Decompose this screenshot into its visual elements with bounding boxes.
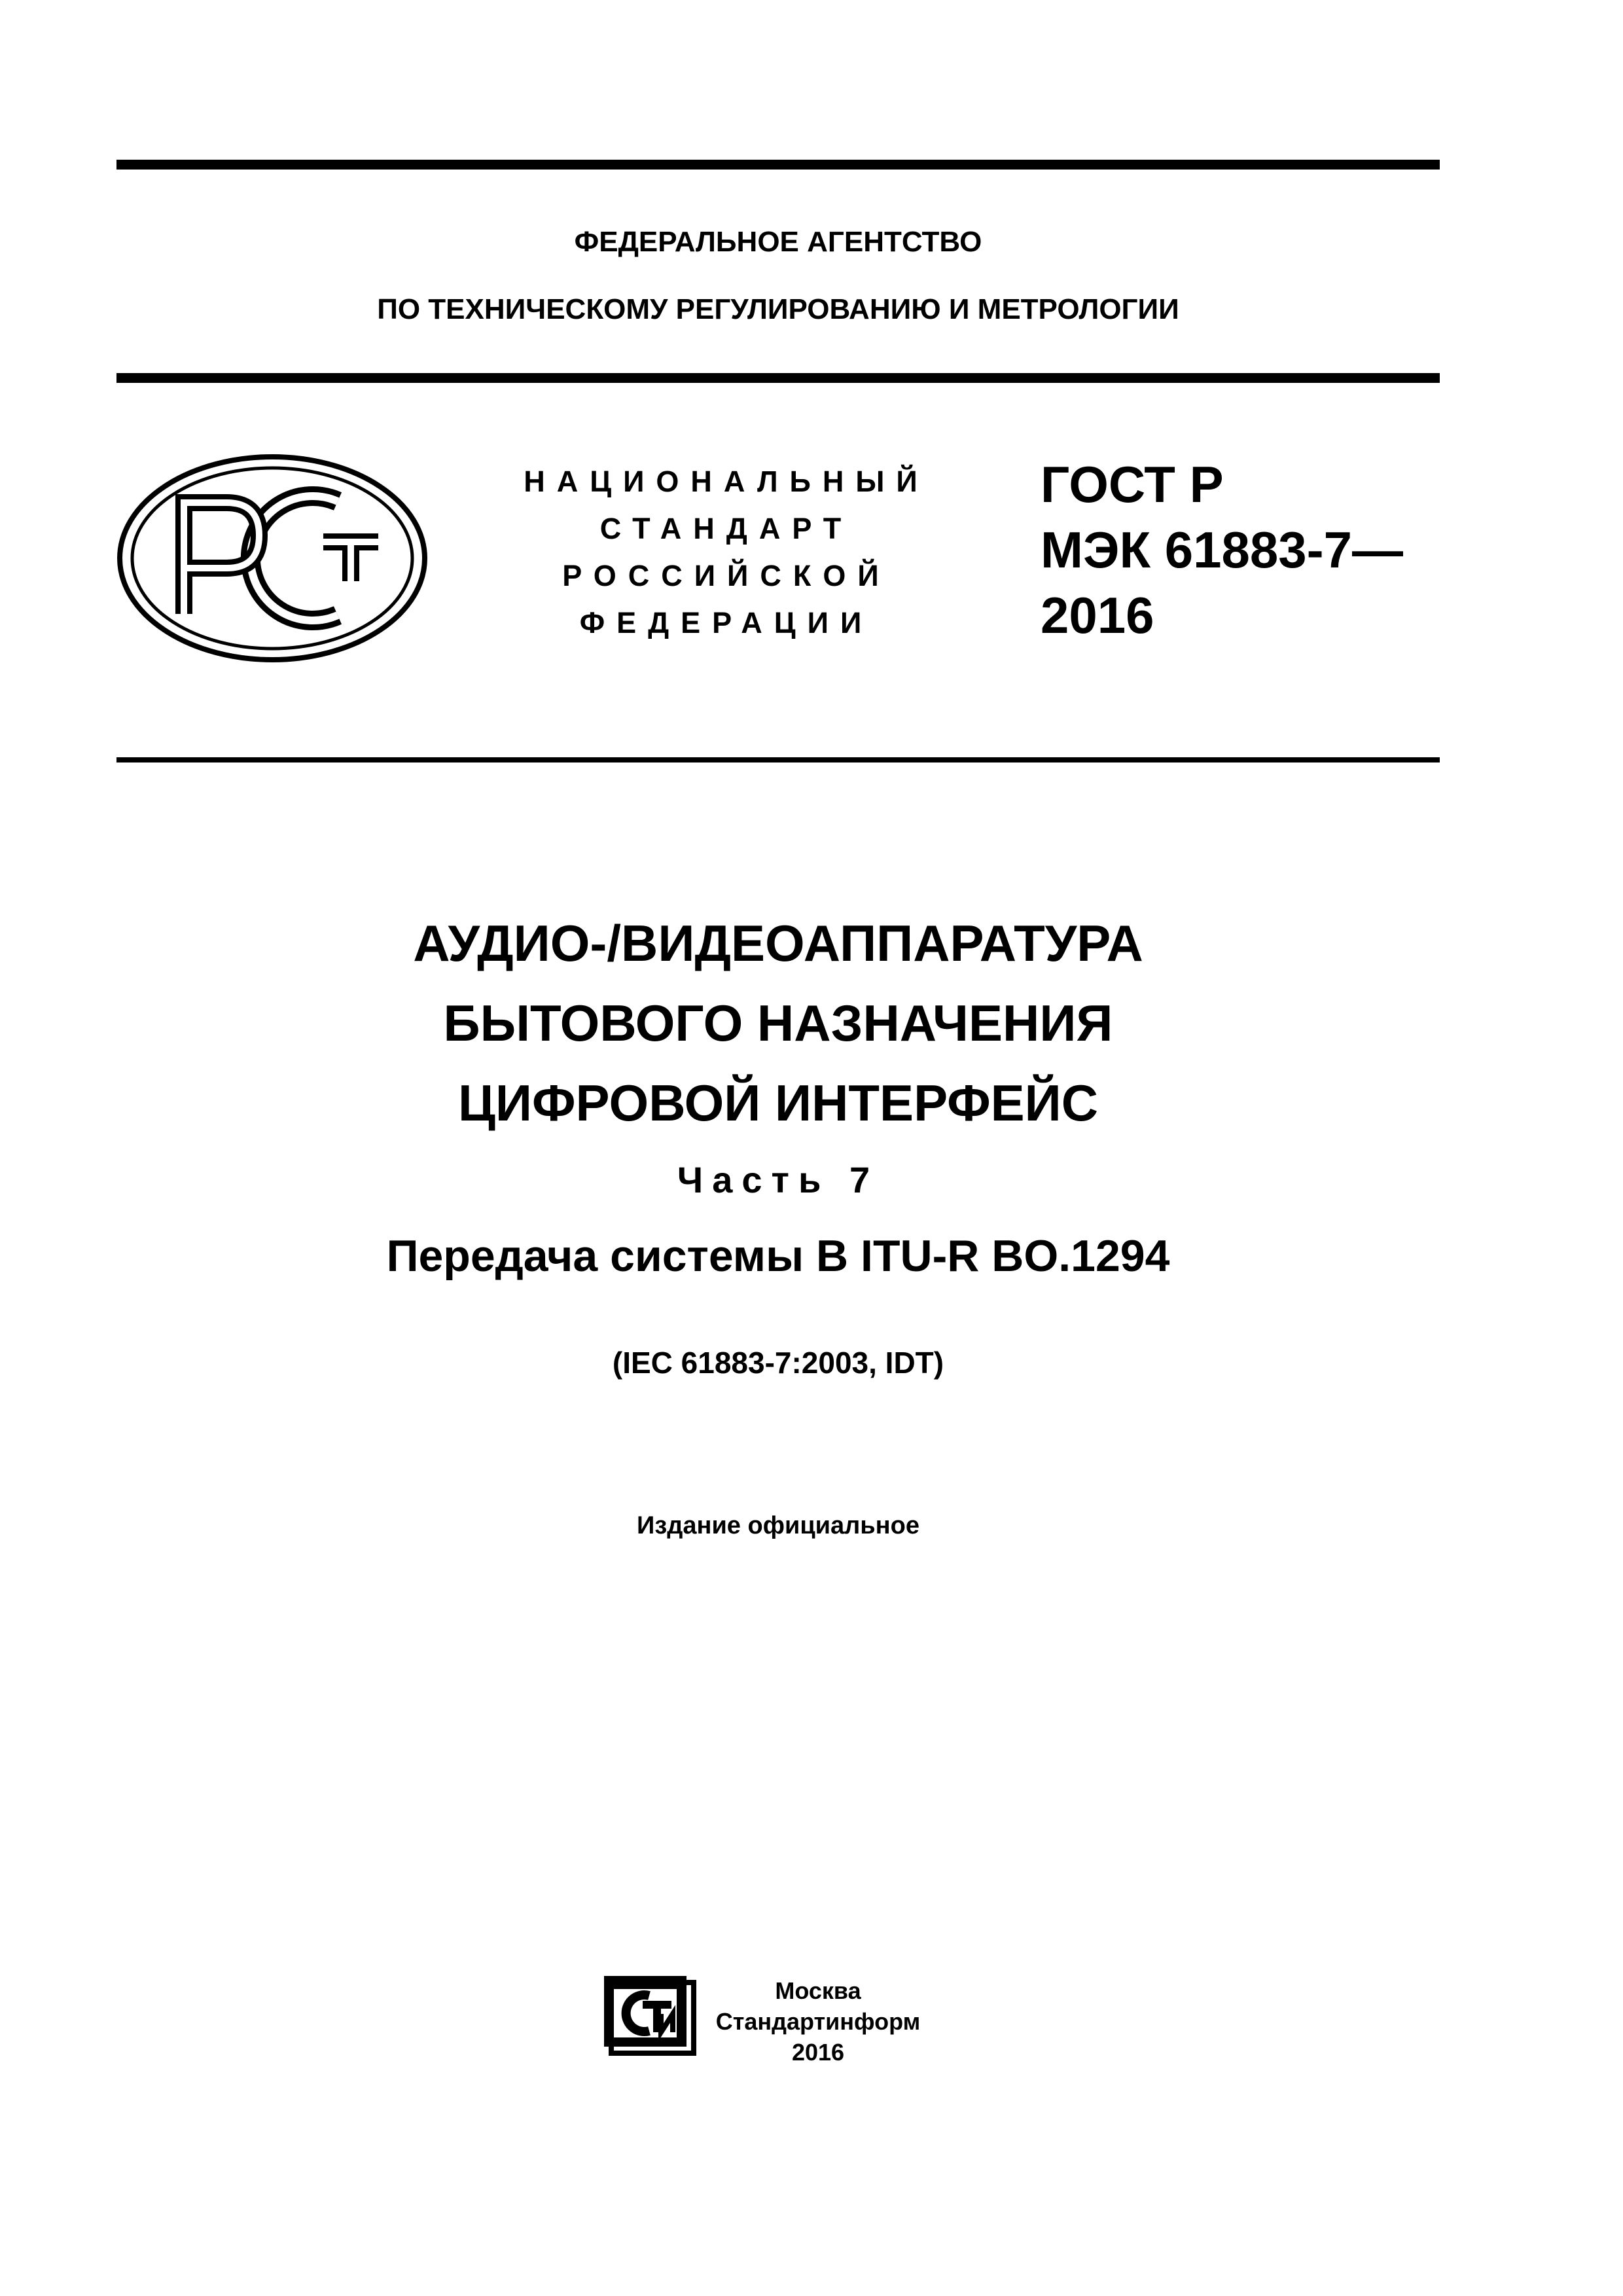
national-line-2: СТАНДАРТ [599, 512, 853, 545]
designation-line-3: 2016 [1041, 586, 1154, 644]
national-line-4: ФЕДЕРАЦИИ [579, 606, 874, 639]
agency-line-2: ПО ТЕХНИЧЕСКОМУ РЕГУЛИРОВАНИЮ И МЕТРОЛОГИИ [377, 293, 1179, 325]
title-line-3: ЦИФРОВОЙ ИНТЕРФЕЙС [457, 1074, 1099, 1132]
title-line-2: БЫТОВОГО НАЗНАЧЕНИЯ [443, 994, 1113, 1052]
designation-line-1: ГОСТ Р [1041, 456, 1224, 513]
edition-label: Издание официальное [637, 1512, 919, 1539]
publisher-city: Москва [775, 1977, 861, 2004]
publisher-year: 2016 [791, 2039, 845, 2066]
title-line-1: АУДИО-/ВИДЕОАППАРАТУРА [413, 914, 1143, 972]
part-number: Часть 7 [677, 1159, 880, 1200]
document-subtitle: Передача системы B ITU-R BO.1294 [386, 1231, 1170, 1281]
national-standard-caption [504, 458, 949, 647]
standartinform-logo-icon [601, 1973, 704, 2058]
rst-gost-emblem-icon [115, 450, 429, 666]
title-rule [116, 757, 1440, 762]
national-line-1: НАЦИОНАЛЬНЫЙ [524, 465, 929, 498]
standard-designation [1041, 452, 1403, 648]
header-rule [116, 373, 1440, 383]
top-rule [116, 160, 1440, 170]
agency-line-1: ФЕДЕРАЛЬНОЕ АГЕНТСТВО [574, 226, 982, 258]
document-title [116, 903, 1440, 1143]
publisher-name: Стандартинформ [715, 2008, 921, 2035]
national-line-3: РОССИЙСКОЙ [562, 559, 891, 592]
designation-line-2: МЭК 61883-7— [1041, 521, 1403, 579]
publisher-block [700, 1975, 936, 2068]
iec-reference: (IEC 61883-7:2003, IDT) [612, 1346, 944, 1380]
